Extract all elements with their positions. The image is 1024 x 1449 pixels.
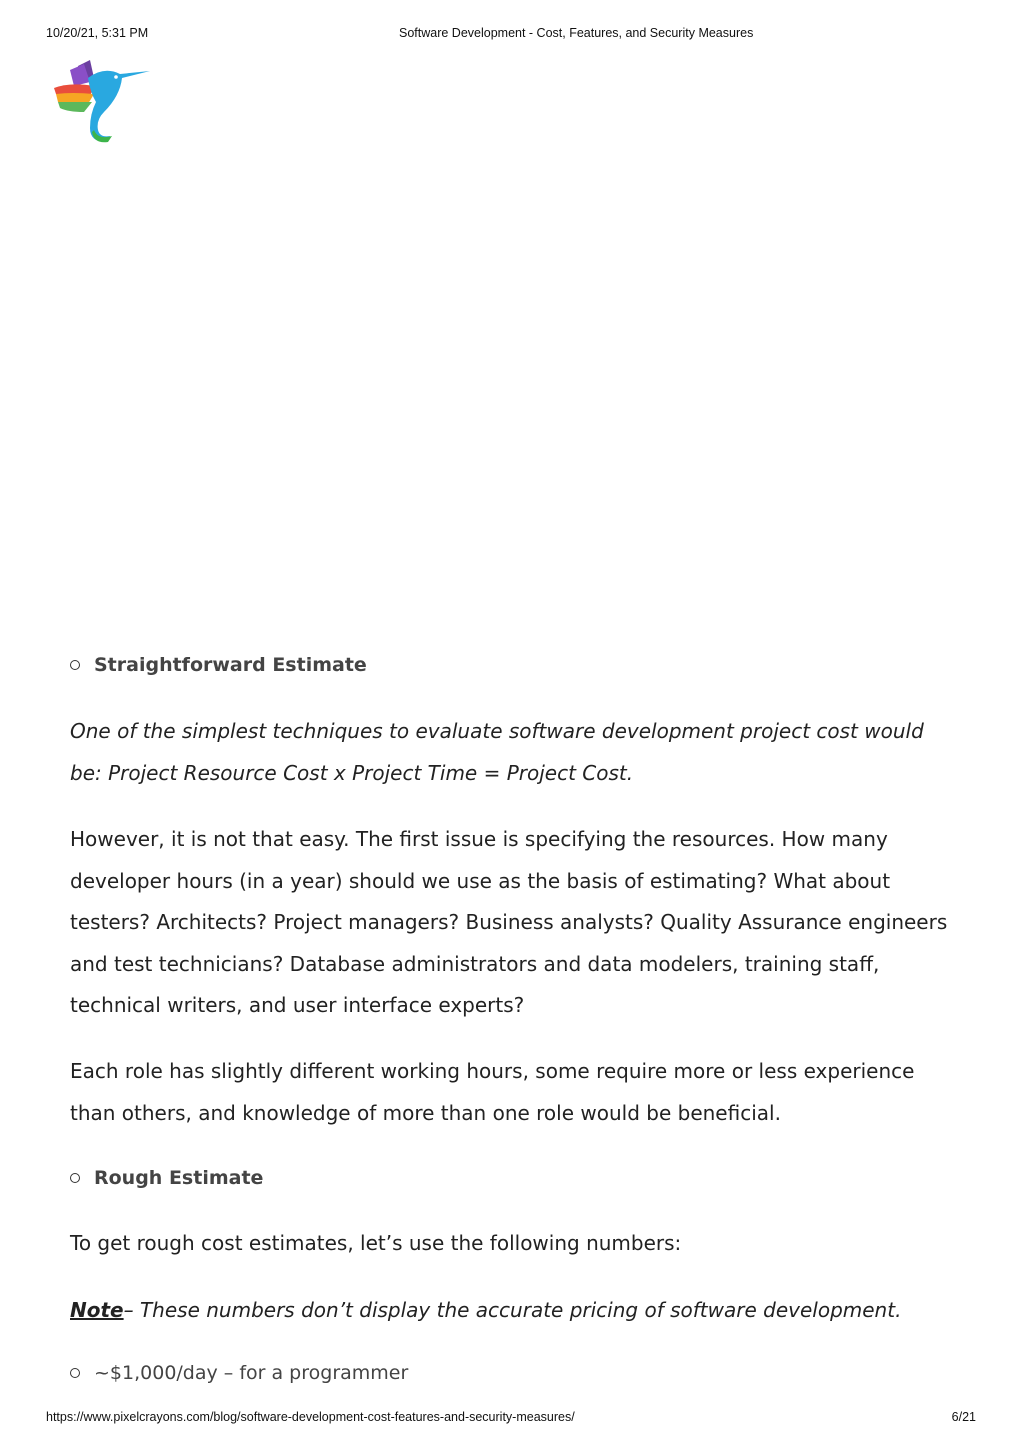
hummingbird-logo-icon	[50, 56, 160, 146]
subheading-rough-estimate	[70, 1167, 263, 1189]
paragraph-simple-technique: One of the simplest techniques to evaluate software development project cost would be: Project Resource Cost x Project Time = Project Cost.	[70, 719, 924, 785]
print-datetime: 10/20/21, 5:31 PM	[46, 26, 149, 40]
print-page-title: Software Development - Cost, Features, and Security Measures	[399, 26, 754, 40]
print-url[interactable]: https://www.pixelcrayons.com/blog/software-development-cost-features-and-security-measures/	[46, 1410, 575, 1424]
subheading-text: Rough Estimate	[94, 1167, 264, 1189]
print-footer	[0, 1410, 1024, 1426]
print-header	[0, 26, 1024, 42]
print-page-number: 6/21	[951, 1410, 976, 1424]
list-item-text: ~$1,000/day – for a programmer	[94, 1362, 409, 1384]
paragraph-rough-intro: To get rough cost estimates, let’s use the following numbers:	[70, 1231, 682, 1255]
paragraph-note	[70, 1290, 960, 1332]
subheading-straightforward-estimate	[70, 654, 367, 676]
subheading-text: Straightforward Estimate	[94, 654, 367, 676]
circle-bullet-icon	[70, 660, 80, 670]
circle-bullet-icon	[70, 1368, 80, 1378]
note-label: Note	[70, 1298, 124, 1322]
paragraph-each-role: Each role has slightly different working hours, some require more or less experience than others, and knowledge of more than one role would be beneficial.	[70, 1059, 915, 1125]
circle-bullet-icon	[70, 1173, 80, 1183]
paragraph-however: However, it is not that easy. The first issue is specifying the resources. How many developer hours (in a year) should we use as the basis of estimating? What about testers? Architects? Project managers? Business analysts? Quality Assurance engineers and test technicians? Database administrators and data modelers, training staff, technical writers, and user interface experts?	[70, 827, 948, 1017]
site-logo[interactable]	[50, 56, 160, 146]
note-text: – These numbers don’t display the accurate pricing of software development.	[123, 1298, 902, 1322]
list-item-programmer	[70, 1362, 408, 1384]
